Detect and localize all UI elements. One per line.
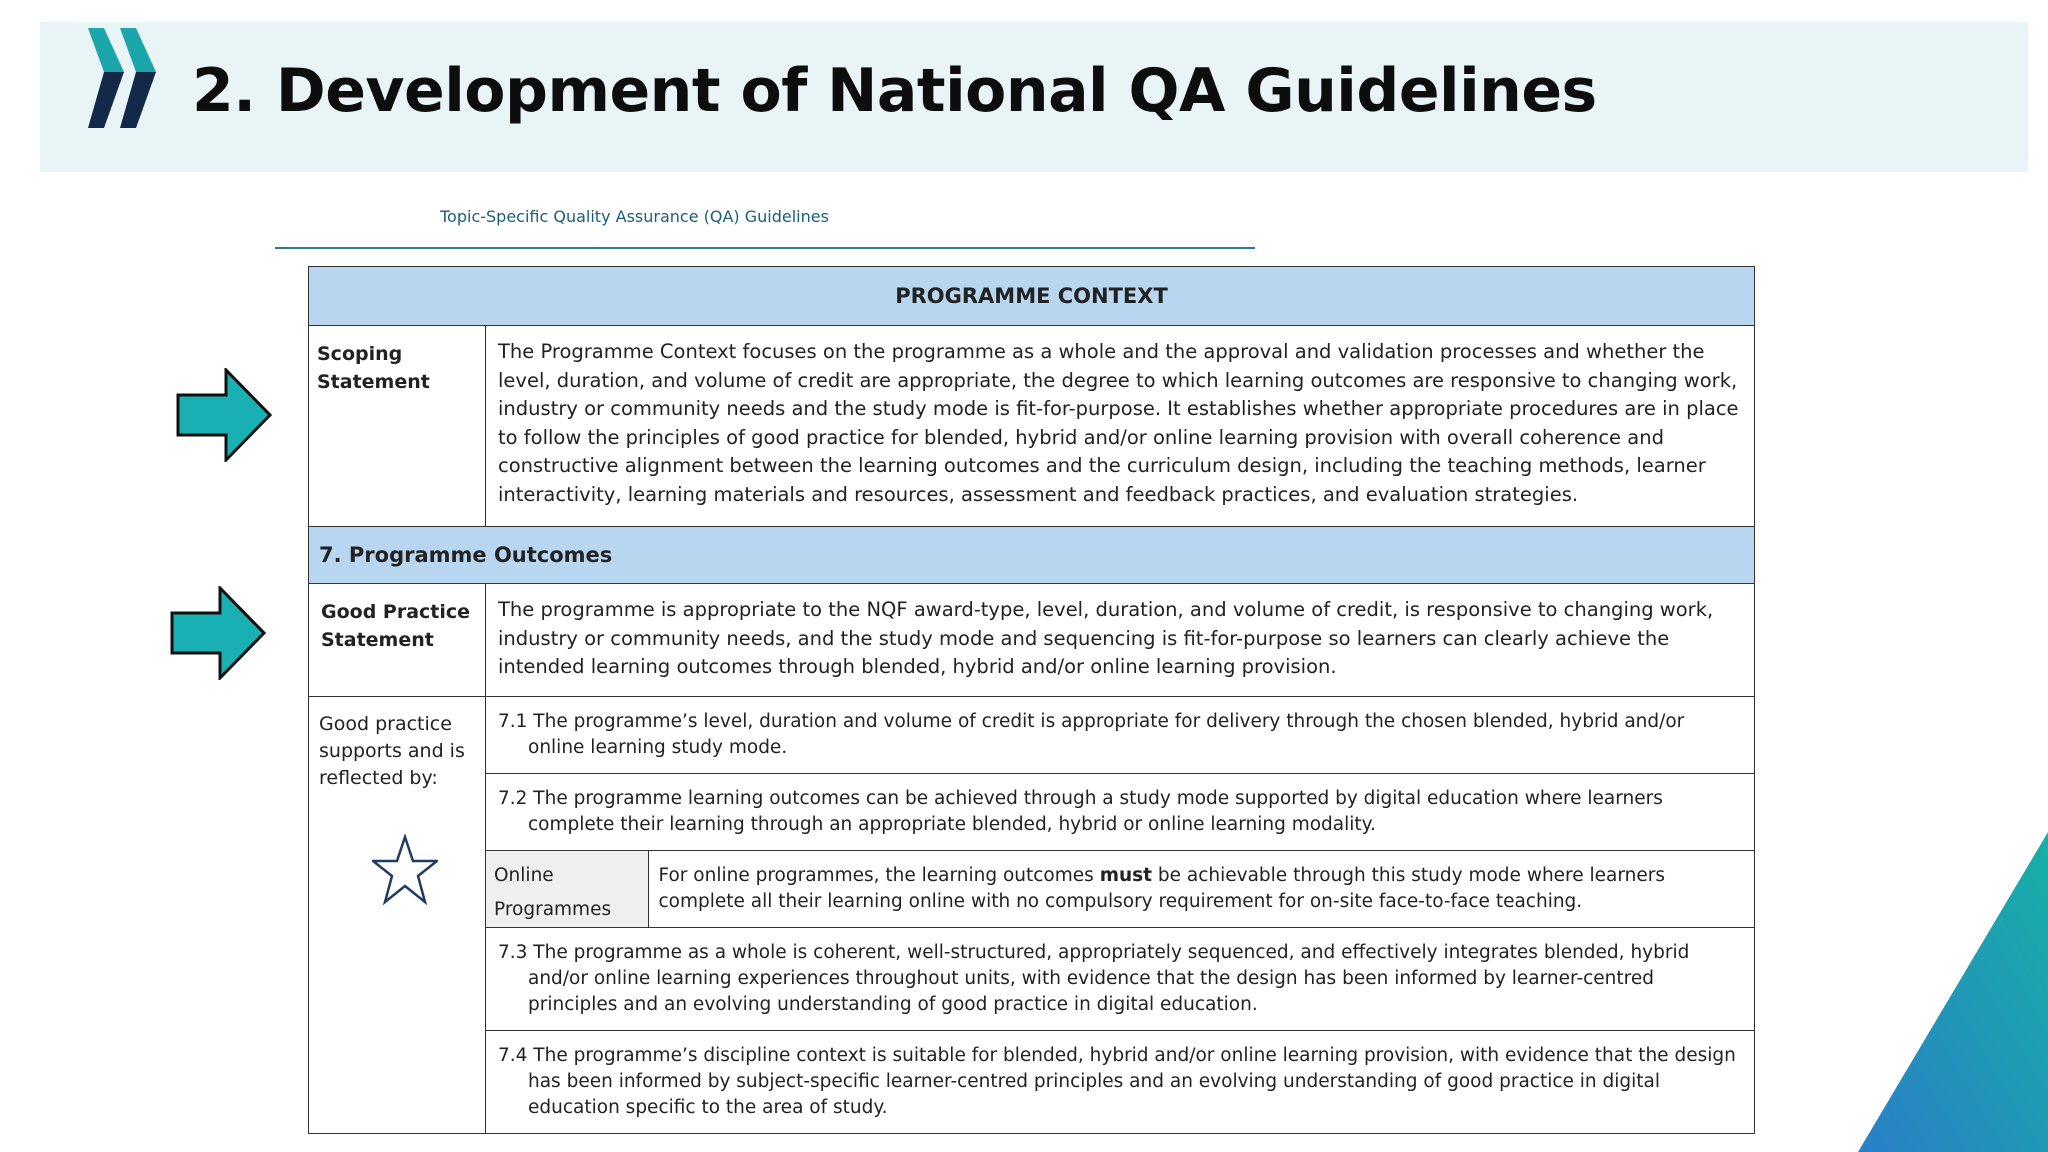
supports-label: Good practice supports and is reflected by: <box>309 697 486 1134</box>
table-header: PROGRAMME CONTEXT <box>309 267 1755 326</box>
scoping-statement-label: Scoping Statement <box>309 326 486 527</box>
scoping-statement-text: The Programme Context focuses on the programme as a whole and the approval and validation processes and whether the level, duration, and volume of credit are appropriate, the degree to which learning outcomes are responsive to changing work, industry or community needs and the study mode is fit-for-purpose. It establishes whether appropriate procedures are in place to follow the principles of good practice for blended, hybrid and/or online learning provision with overall coherence and constructive alignment between the learning outcomes and the curriculum design, including the teaching methods, learner interactivity, learning materials and resources, assessment and feedback practices, and evaluation strategies. <box>486 326 1755 527</box>
list-item: 7.2 The programme learning outcomes can be achieved through a study mode supported by digital education where learners complete their learning through an appropriate blended, hybrid or online learning modality. <box>486 774 1755 851</box>
good-practice-statement-label: Good Practice Statement <box>309 584 486 697</box>
arrow-right-icon <box>176 368 272 462</box>
list-item: 7.1 The programme’s level, duration and volume of credit is appropriate for delivery through the chosen blended, hybrid and/or online learning study mode. <box>486 697 1755 774</box>
document-header: Topic-Specific Quality Assurance (QA) Guidelines <box>440 207 829 226</box>
online-programmes-row <box>486 851 1755 928</box>
list-item: 7.3 The programme as a whole is coherent, well-structured, appropriately sequenced, and effectively integrates blended, hybrid and/or online learning experiences throughout units, with evidence that the design has been informed by learner-centred principles and an evolving understanding of good practice in digital education. <box>486 928 1755 1031</box>
online-programmes-text: For online programmes, the learning outcomes must be achievable through this study mode where learners complete all their learning online with no compulsory requirement for on-site face-to-face teaching. <box>658 865 1666 912</box>
qa-guidelines-table <box>308 266 1755 1134</box>
arrow-right-icon <box>170 586 266 680</box>
corner-decoration <box>1858 832 2048 1152</box>
document-header-rule <box>275 247 1255 249</box>
section-heading: 7. Programme Outcomes <box>309 527 1755 584</box>
online-programmes-label: Online Programmes <box>486 851 648 927</box>
good-practice-statement-text: The programme is appropriate to the NQF award-type, level, duration, and volume of credit, is responsive to changing work, industry or community needs, and the study mode and sequencing is fit-for-purpose so learners can clearly achieve the intended learning outcomes through blended, hybrid and/or online learning provision. <box>486 584 1755 697</box>
oecd-chevron-logo-icon <box>84 28 160 166</box>
list-item: 7.4 The programme’s discipline context is suitable for blended, hybrid and/or online learning provision, with evidence that the design has been informed by subject-specific learner-centred principles and an evolving understanding of good practice in digital education specific to the area of study. <box>486 1031 1755 1134</box>
page-title: 2. Development of National QA Guidelines <box>192 56 1597 126</box>
